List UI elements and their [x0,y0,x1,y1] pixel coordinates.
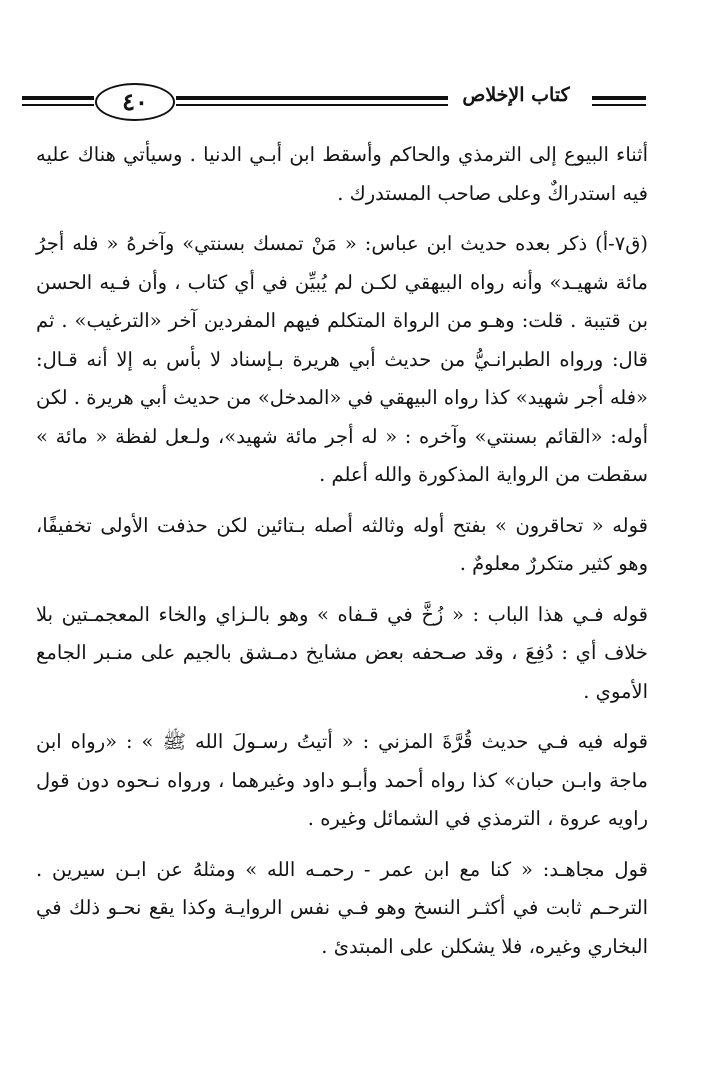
header-rule-right-top [592,96,646,100]
paragraph: أثناء البيوع إلى الترمذي والحاكم وأسقط ابن أبـي الدنيا . وسيأتي هناك عليه فيه استدراكٌ وعلى صاحب المستدرك . [36,143,648,205]
page-number: ٤٠ [122,87,148,116]
page-header [0,0,713,130]
header-rule-left-bottom [22,104,94,106]
page-number-frame [95,83,175,121]
header-rule-left-top [22,96,94,100]
paragraph: قوله فـي هذا الباب : « زُخَّ في قـفاه » وهو بالـزاي والخاء المعجمـتين بلا خلاف أي : دُفِعَ ، وقد صـحفه بعض مشايخ دمـشق بالجيم على منـبر الجامع الأموي . [36,602,648,703]
page-body [36,136,648,978]
header-rule-middle-top [176,96,448,100]
paragraph: قول مجاهـد: « كنا مع ابن عمر - رحمـه الله » ومثلهُ عن ابـن سيرين . الترحـم ثابت في أكثـر النسخ وهو فـي نفس الروايـة وكذا يقع نحـو ذلك في البخاري وغيره، فلا يشكلن على المبتدئ . [36,857,648,958]
header-rule-right-bottom [592,104,646,106]
book-title: كتاب الإخلاص [462,84,570,106]
paragraph: (ق٧-أ) ذكر بعده حديث ابن عباس: « مَنْ تمسك بسنتي» وآخرهُ « فله أجرُ مائة شهيـد» وأنه رواه البيهقي لكـن لم يُبيِّن في أي كتاب ، وأن فـيه الحسن بن قتيبة . قلت: وهـو من الرواة المتكلم فيهم المفردين آخر «الترغيب» . ثم قال: ورواه الطبرانـيُّ من حديث أبي هريرة بـإسناد لا بأس به إلا أنه قـال: «فله أجر شهيد» كذا رواه البيهقي في «المدخل» من حديث أبي هريرة . لكن أوله: «القائم بسنتي» وآخره : « له أجر مائة شهيد»، ولـعل لفظة « مائة » سقطت من الرواية المذكورة والله أعلم . [36,232,648,486]
paragraph: قوله « تحاقرون » بفتح أوله وثالثه أصله بـتائين لكن حذفت الأولى تخفيفًا، وهو كثير متكررٌ معلومٌ . [36,513,648,575]
paragraph: قوله فيه فـي حديث قُرَّةَ المزني : « أتيتُ رسـولَ الله ﷺ » : «رواه ابن ماجة وابـن حبان» كذا رواه أحمد وأبـو داود وغيرهما ، ورواه نـحوه دون قول راويه عروة ، الترمذي في الشمائل وغيره . [36,730,648,830]
header-rule-middle-bottom [176,104,448,106]
